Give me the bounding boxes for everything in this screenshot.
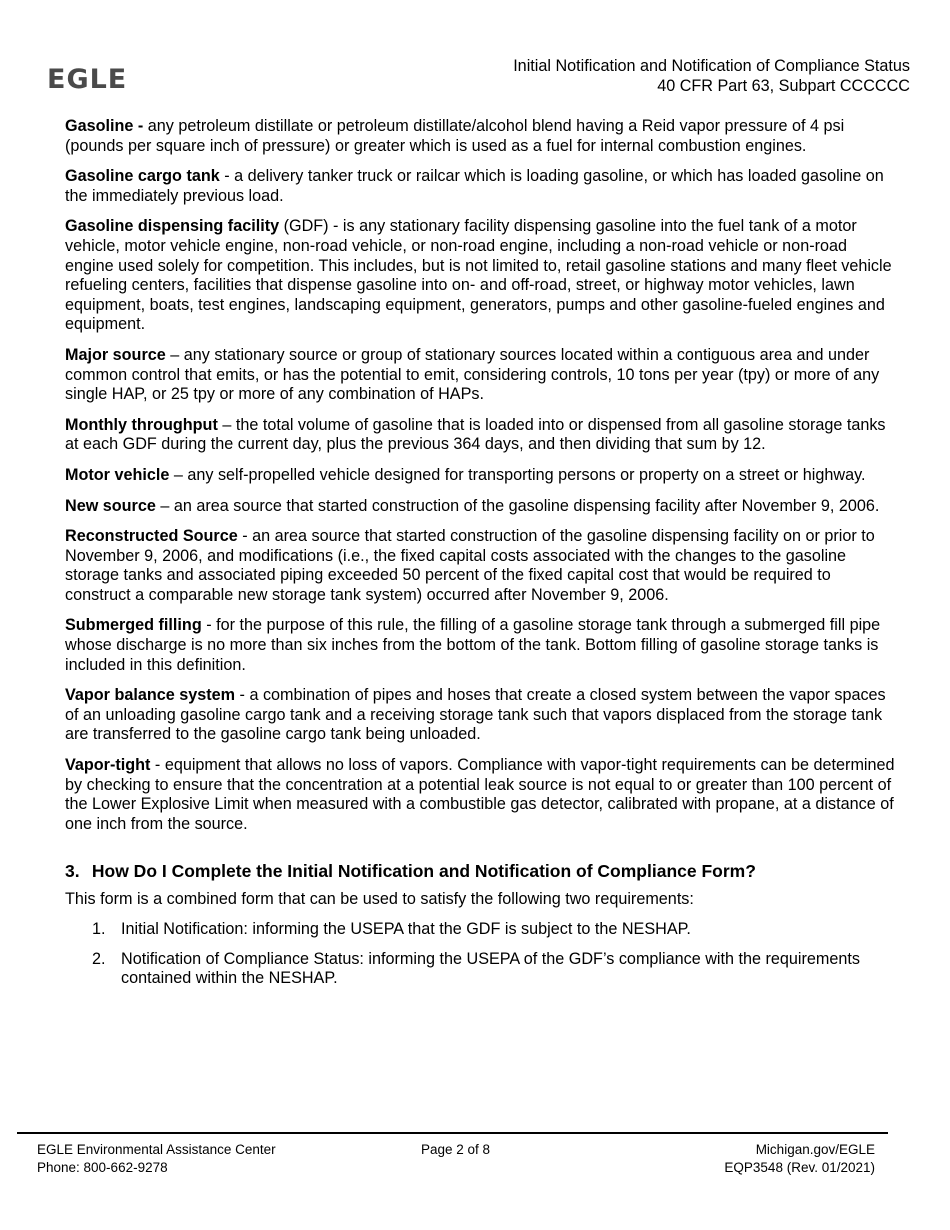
- definition-text: - a delivery tanker truck or railcar which is loading gasoline, or which has loaded gasoline on the immediately previous load.: [65, 167, 884, 205]
- list-marker: 1.: [92, 920, 106, 938]
- definition-vapor-balance-system: [65, 686, 895, 745]
- footer-divider: [17, 1132, 888, 1134]
- section-title: How Do I Complete the Initial Notification and Notification of Compliance Form?: [91, 861, 756, 882]
- footer-form-info: [724, 1141, 875, 1177]
- definition-vapor-tight: [65, 756, 895, 834]
- section-intro: This form is a combined form that can be used to satisfy the following two requirements:: [65, 890, 694, 909]
- definition-term: Motor vehicle: [65, 465, 170, 484]
- definition-text: - an area source that started construction of the gasoline dispensing facility on or prior to November 9, 2006, and modifications (i.e., the fixed capital costs associated with the changes to the gasoline storage tanks and associated piping exceeded 50 percent of the fixed capital cost that would be required to construct a comparable new storage tank system) occurred after November 9, 2006.: [65, 527, 875, 604]
- definition-text: - for the purpose of this rule, the filling of a gasoline storage tank through a submerged fill pipe whose discharge is no more than six inches from the bottom of the tank. Bottom filling of gasoline storage tanks is included in this definition.: [65, 616, 881, 674]
- definition-term: Vapor-tight: [65, 756, 151, 775]
- definition-term: Gasoline -: [65, 117, 144, 135]
- definition-text: – the total volume of gasoline that is loaded into or dispensed from all gasoline storage tanks at each GDF during the current day, plus the previous 364 days, and then dividing that sum by 12.: [65, 415, 886, 454]
- definition-gasoline-cargo-tank: [65, 167, 895, 206]
- definition-gasoline-dispensing-facility: [65, 217, 895, 335]
- definition-term: Submerged filling: [65, 616, 202, 635]
- definition-major-source: [65, 346, 895, 405]
- definition-gasoline: [65, 117, 895, 156]
- definition-term: Reconstructed Source: [65, 527, 238, 546]
- list-item: [65, 950, 895, 989]
- definition-motor-vehicle: [65, 466, 895, 486]
- footer-form-number: EQP3548 (Rev. 01/2021): [724, 1160, 875, 1175]
- list-item-text: Initial Notification: informing the USEPA that the GDF is subject to the NESHAP.: [121, 920, 691, 938]
- footer-website: Michigan.gov/EGLE: [755, 1142, 875, 1157]
- definition-term: Gasoline dispensing facility: [65, 217, 280, 236]
- section-number: 3.: [65, 861, 80, 882]
- definition-term: Gasoline cargo tank: [65, 167, 220, 186]
- footer-phone: Phone: 800-662-9278: [37, 1160, 168, 1175]
- definition-reconstructed-source: [65, 527, 895, 605]
- egle-logo: EGLE: [47, 64, 128, 95]
- definition-monthly-throughput: [65, 416, 895, 455]
- definition-term: New source: [65, 496, 156, 515]
- list-item-text: Notification of Compliance Status: informing the USEPA of the GDF’s compliance with the requirements contained within the NESHAP.: [121, 949, 860, 988]
- footer-org: EGLE Environmental Assistance Center: [37, 1142, 276, 1157]
- page-number: Page 2 of 8: [421, 1142, 491, 1157]
- definition-text: – any stationary source or group of stationary sources located within a contiguous area and under common control that emits, or has the potential to emit, considering controls, 10 tons per year (tpy) or more of any single HAP, or 25 tpy or more of any combination of HAPs.: [65, 345, 880, 404]
- definition-new-source: [65, 497, 895, 517]
- header-title: Initial Notification and Notification of Compliance Status: [513, 57, 910, 75]
- requirements-list: [65, 920, 895, 989]
- definition-text: any petroleum distillate or petroleum distillate/alcohol blend having a Reid vapor pressure of 4 psi (pounds per square inch of pressure) or greater which is used as a fuel for internal combustion engines.: [65, 117, 845, 155]
- list-item: [65, 920, 895, 940]
- definition-term: Major source: [65, 345, 166, 364]
- definition-term: Vapor balance system: [65, 686, 236, 705]
- section-heading: [65, 860, 895, 882]
- page-content: [65, 117, 895, 999]
- definition-text: - a combination of pipes and hoses that create a closed system between the vapor spaces of an unloading gasoline cargo tank and a receiving storage tank such that vapors displaced from the storage tank are transferred to the gasoline cargo tank being unloaded.: [65, 686, 886, 744]
- footer-contact: [37, 1141, 276, 1177]
- definition-text: – an area source that started construction of the gasoline dispensing facility after November 9, 2006.: [155, 496, 880, 515]
- definition-text: – any self-propelled vehicle designed for transporting persons or property on a street or highway.: [169, 465, 866, 484]
- definition-submerged-filling: [65, 616, 895, 675]
- definition-text: - equipment that allows no loss of vapors. Compliance with vapor-tight requirements can be determined by checking to ensure that the concentration at a potential leak source is not equal to or greater than 100 percent of the Lower Explosive Limit when measured with a combustible gas detector, calibrated with propane, at a distance of one inch from the source.: [65, 756, 895, 833]
- list-marker: 2.: [92, 949, 106, 968]
- definition-text: (GDF) - is any stationary facility dispensing gasoline into the fuel tank of a motor vehicle, motor vehicle engine, non-road vehicle, or non-road engine, including a non-road vehicle or non-road engine used solely for competition. This includes, but is not limited to, retail gasoline stations and many fleet vehicle refueling centers, facilities that dispense gasoline into on- and off-road, street, or highway motor vehicles, lawn equipment, boats, test engines, landscaping equipment, generators, pumps and other gasoline-fueled engines and equipment.: [65, 217, 892, 334]
- definition-term: Monthly throughput: [65, 415, 218, 434]
- document-header: [513, 56, 910, 96]
- header-regulation: 40 CFR Part 63, Subpart CCCCCC: [657, 77, 910, 95]
